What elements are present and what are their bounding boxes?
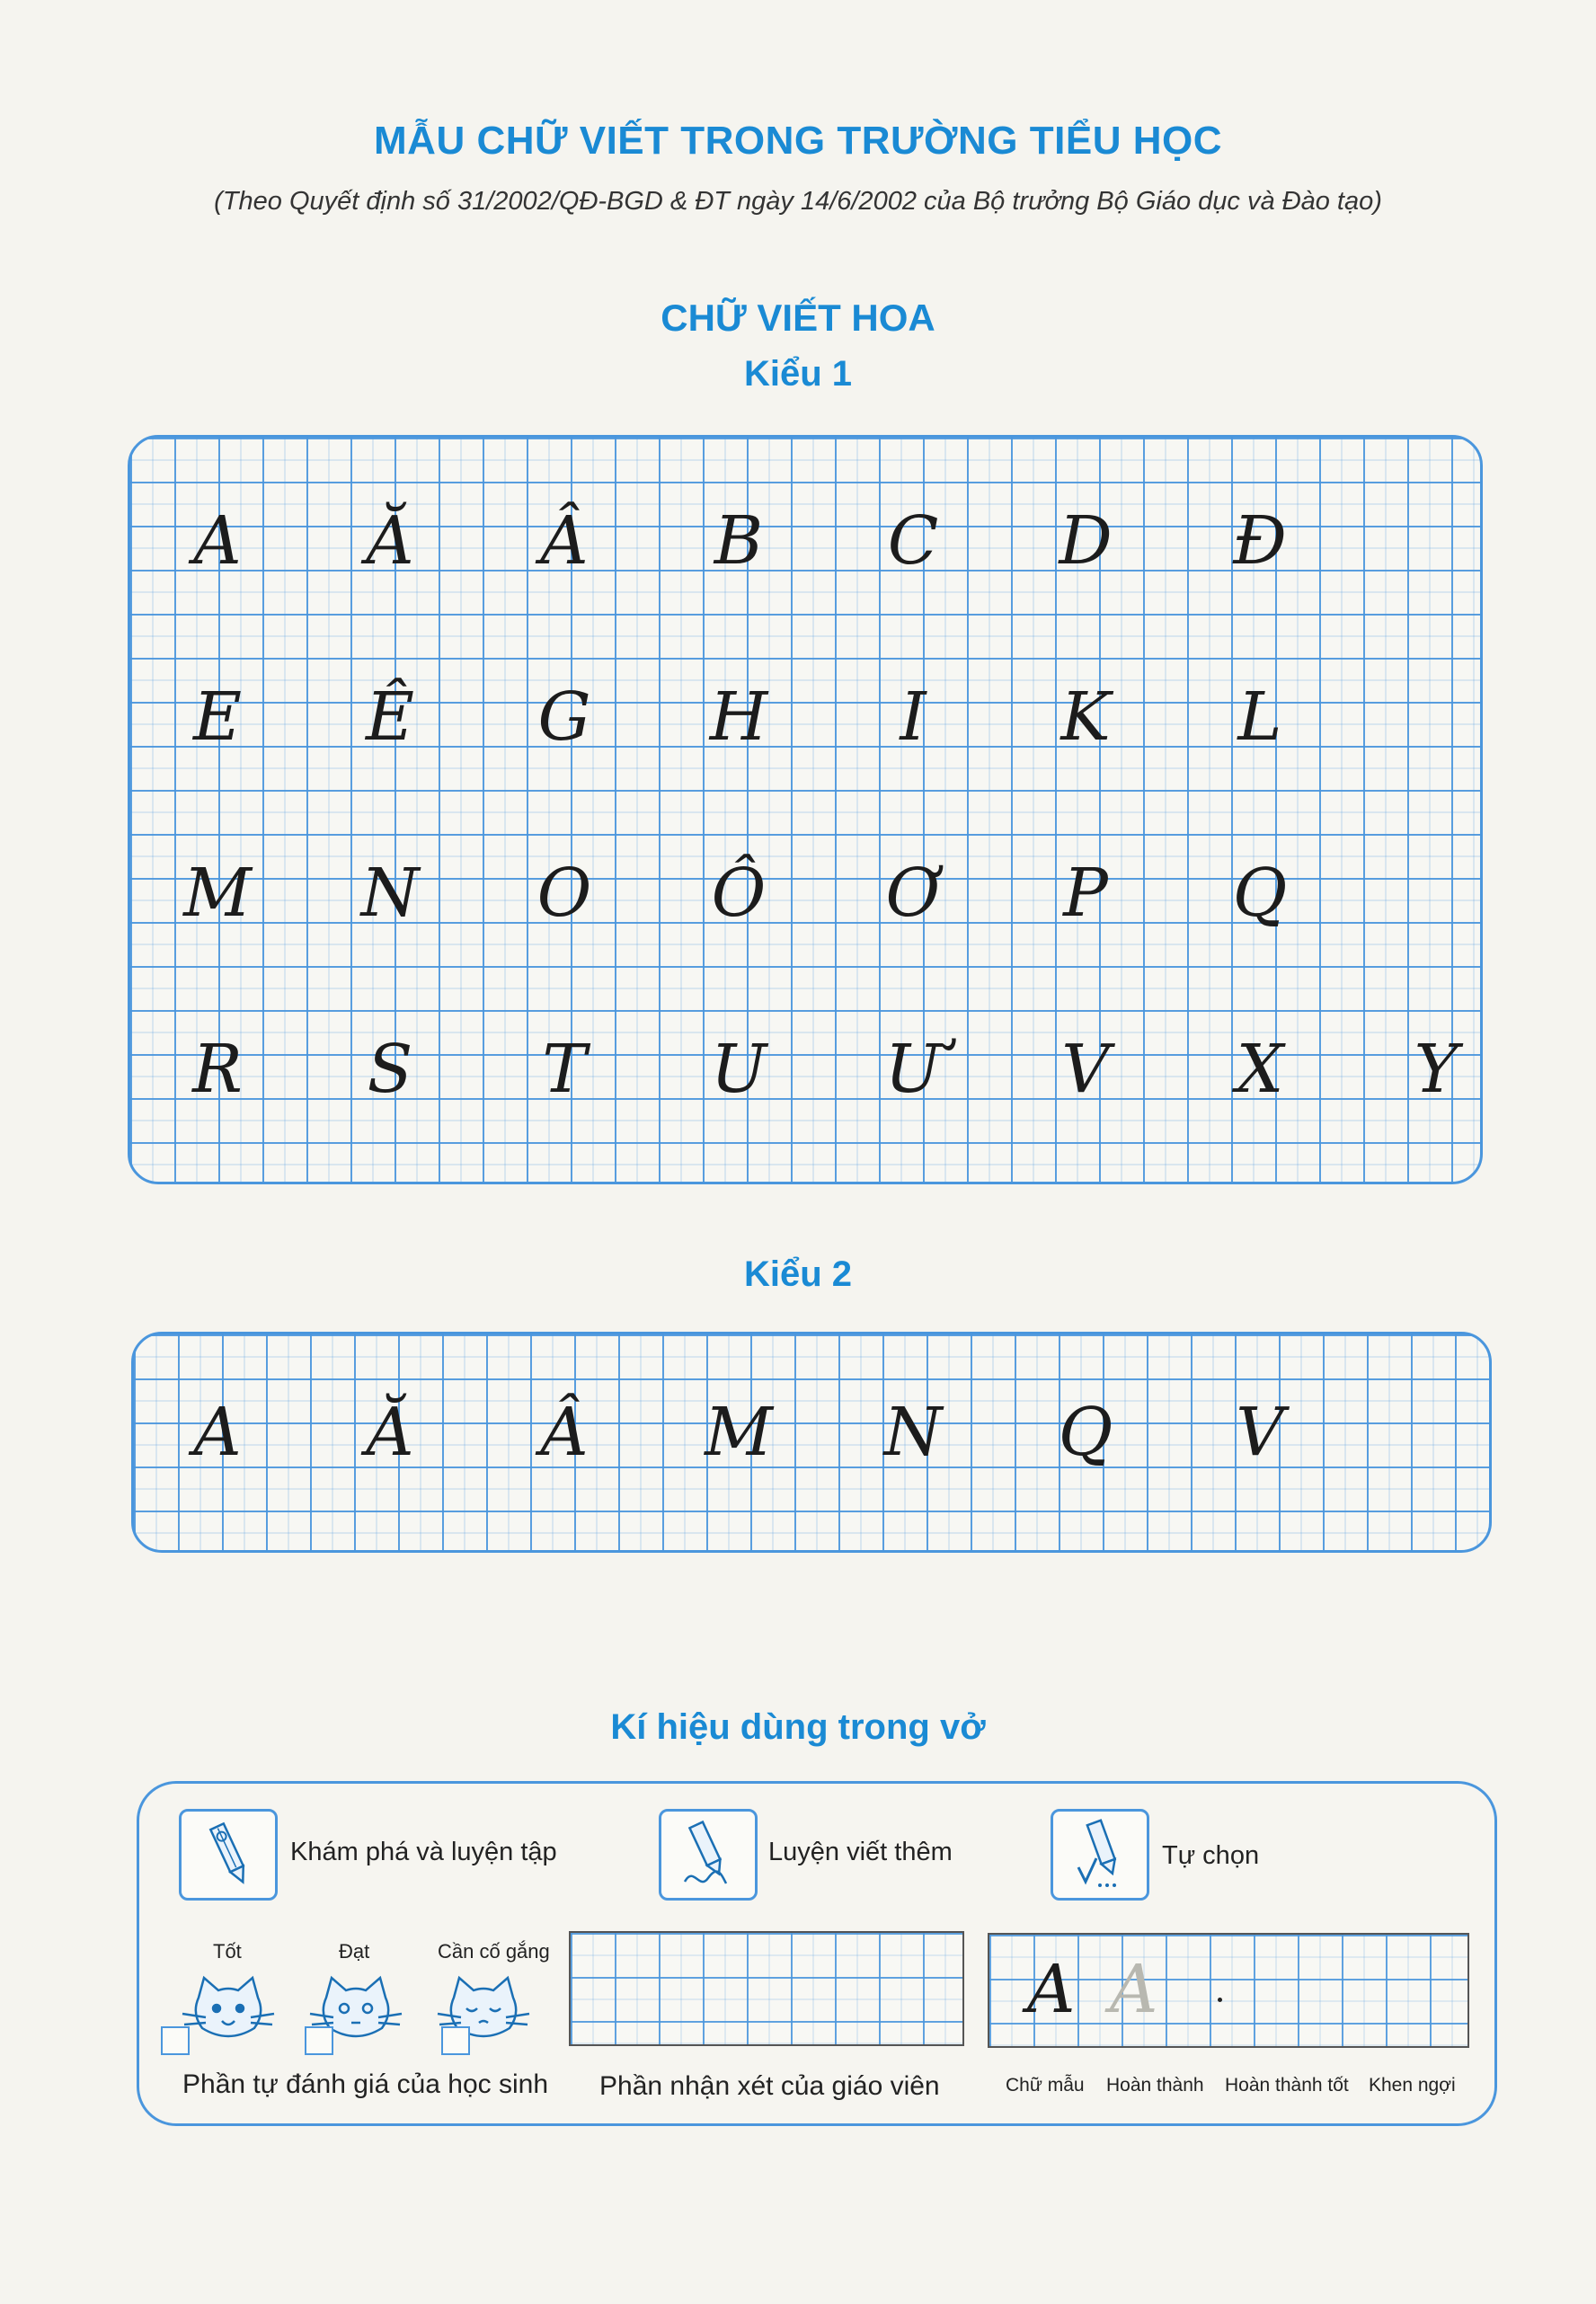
style1-letter: Y	[1414, 1031, 1459, 1108]
style1-letter: Ư	[884, 1031, 942, 1108]
icon-label-explore: Khám phá và luyện tập	[290, 1838, 557, 1866]
style1-letter: Ô	[711, 855, 767, 932]
style1-letter: M	[183, 855, 252, 932]
pencil-scribble-icon	[659, 1809, 758, 1901]
sample-letter-model: A	[1027, 1951, 1076, 2028]
self-eval-caption: Phần tự đánh giá của học sinh	[182, 2069, 549, 2099]
style1-letter: D	[1059, 502, 1113, 580]
level-label-try-harder: Cần cố gắng	[438, 1940, 550, 1963]
style1-letter: B	[714, 502, 764, 580]
style1-letter: C	[887, 502, 939, 580]
level-label-pass: Đạt	[339, 1940, 370, 1963]
style2-letter: V	[1236, 1394, 1284, 1471]
style2-letter: M	[705, 1394, 773, 1471]
style2-letter-grid	[131, 1332, 1492, 1553]
style2-letter: Â	[540, 1394, 589, 1471]
style1-letter: A	[193, 502, 242, 580]
level-label-good: Tốt	[213, 1940, 242, 1963]
style2-letter: N	[883, 1394, 943, 1471]
legend-panel	[137, 1781, 1497, 2126]
sample-label-completed: Hoàn thành	[1106, 2075, 1204, 2096]
style1-letter: E	[192, 678, 243, 756]
style1-letter: O	[536, 855, 592, 932]
pencil-icon	[179, 1809, 278, 1901]
style1-letter: K	[1060, 678, 1111, 756]
legend-heading: Kí hiệu dùng trong vở	[610, 1707, 986, 1747]
style1-letter: S	[367, 1031, 413, 1108]
teacher-comment-caption: Phần nhận xét của giáo viên	[599, 2071, 940, 2101]
sample-label-praise: Khen ngợi	[1369, 2075, 1456, 2096]
style1-letter: Đ	[1233, 502, 1287, 580]
checkbox-try-harder[interactable]	[441, 2026, 470, 2055]
checkbox-pass[interactable]	[305, 2026, 333, 2055]
style1-letter: T	[542, 1031, 587, 1108]
sample-grid	[988, 1933, 1469, 2048]
style1-letter: G	[537, 678, 591, 756]
style1-letter: U	[710, 1031, 767, 1108]
style1-letter: R	[192, 1031, 243, 1108]
page-subtitle: (Theo Quyết định số 31/2002/QĐ-BGD & ĐT ngày 14/6/2002 của Bộ trưởng Bộ Giáo dục và Đào tạo)	[214, 187, 1382, 216]
style2-heading: Kiểu 2	[743, 1254, 853, 1294]
sample-label-model: Chữ mẫu	[1006, 2075, 1085, 2096]
sample-label-completed-well: Hoàn thành tốt	[1225, 2075, 1349, 2096]
page-title: MẪU CHỮ VIẾT TRONG TRƯỜNG TIỂU HỌC	[374, 119, 1222, 163]
style1-letter: Ê	[365, 678, 415, 756]
sample-letter-trace: A	[1110, 1951, 1158, 2028]
icon-label-optional: Tự chọn	[1162, 1841, 1260, 1870]
happy-cat-icon	[179, 1971, 278, 2051]
style1-letter: Ă	[366, 502, 414, 580]
style1-heading: Kiểu 1	[743, 354, 853, 394]
icon-label-extra-writing: Luyện viết thêm	[768, 1838, 953, 1866]
style1-letter: P	[1063, 855, 1108, 932]
style1-letter: Q	[1232, 855, 1288, 932]
teacher-comment-grid	[569, 1931, 964, 2046]
style2-letter: Ă	[366, 1394, 414, 1471]
sample-dot	[1218, 1998, 1222, 2002]
style2-letter: A	[193, 1394, 242, 1471]
style1-letter: X	[1236, 1031, 1284, 1108]
style1-letter: Ơ	[885, 855, 941, 932]
style2-letter: Q	[1058, 1394, 1113, 1471]
style1-letter: N	[360, 855, 420, 932]
checkbox-good[interactable]	[161, 2026, 190, 2055]
section-heading-uppercase: CHỮ VIẾT HOA	[661, 297, 935, 339]
style1-letter: V	[1061, 1031, 1110, 1108]
pencil-check-icon	[1051, 1809, 1149, 1901]
style1-letter: L	[1237, 678, 1282, 756]
style1-letter-grid	[128, 435, 1483, 1184]
style1-letter: I	[900, 678, 927, 756]
style1-letter: H	[709, 678, 768, 756]
style1-letter: Â	[540, 502, 589, 580]
